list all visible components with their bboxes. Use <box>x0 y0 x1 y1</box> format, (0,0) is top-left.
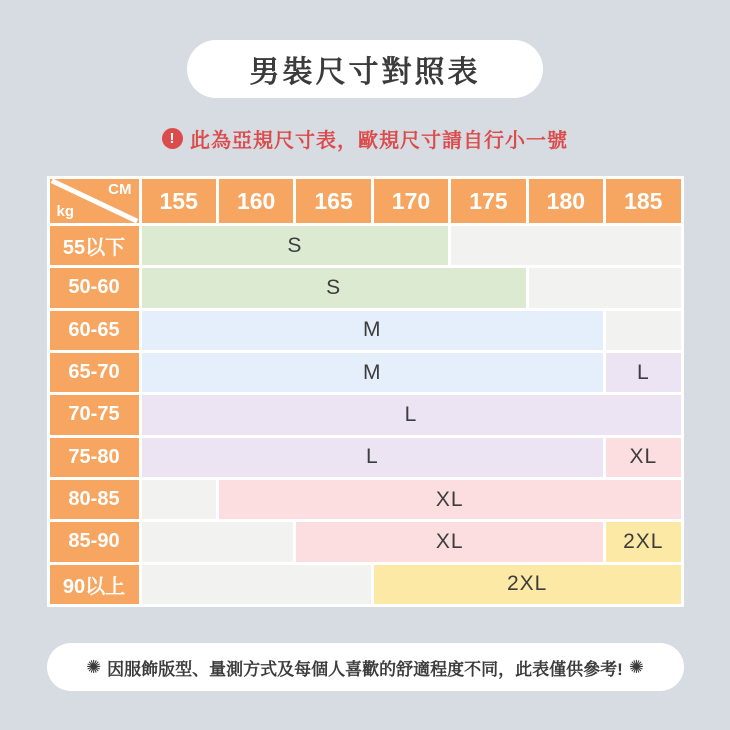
size-segment-L: L <box>142 438 604 477</box>
column-header-160: 160 <box>219 179 293 223</box>
row-label-85-90: 85-90 <box>50 522 139 561</box>
empty-segment <box>142 522 294 561</box>
row-label-80-85: 80-85 <box>50 480 139 519</box>
row-label-50-60: 50-60 <box>50 268 139 307</box>
empty-segment <box>606 311 680 350</box>
row-label-90以上: 90以上 <box>50 565 139 604</box>
row-label-70-75: 70-75 <box>50 395 139 434</box>
title-card <box>187 40 543 98</box>
page-title: 男裝尺寸對照表 <box>249 56 481 89</box>
size-segment-2XL: 2XL <box>374 565 681 604</box>
size-segment-XL: XL <box>296 522 603 561</box>
asia-size-notice <box>162 125 568 151</box>
empty-segment <box>529 268 681 307</box>
notice-text: 此為亞規尺寸表，歐規尺寸請自行小一號 <box>190 129 568 152</box>
row-label-55以下: 55以下 <box>50 226 139 265</box>
starburst-icon-right: ✺ <box>628 656 644 677</box>
row-label-75-80: 75-80 <box>50 438 139 477</box>
column-header-180: 180 <box>529 179 603 223</box>
alert-icon: ! <box>162 128 183 149</box>
size-segment-2XL: 2XL <box>606 522 680 561</box>
size-segment-XL: XL <box>219 480 681 519</box>
kg-axis-label: kg <box>56 203 75 220</box>
row-label-65-70: 65-70 <box>50 353 139 392</box>
column-header-155: 155 <box>142 179 216 223</box>
size-segment-M: M <box>142 311 604 350</box>
axis-corner-cell <box>50 179 139 223</box>
size-segment-M: M <box>142 353 604 392</box>
size-segment-S: S <box>142 226 449 265</box>
empty-segment <box>142 565 371 604</box>
column-header-170: 170 <box>374 179 448 223</box>
size-chart-table <box>47 176 684 607</box>
column-header-185: 185 <box>606 179 680 223</box>
column-header-175: 175 <box>451 179 525 223</box>
row-label-60-65: 60-65 <box>50 311 139 350</box>
disclaimer-card <box>47 643 684 691</box>
disclaimer-text: 因服飾版型、量測方式及每個人喜歡的舒適程度不同，此表僅供參考! <box>107 659 623 679</box>
starburst-icon-left: ✺ <box>86 656 102 677</box>
empty-segment <box>451 226 680 265</box>
size-segment-S: S <box>142 268 526 307</box>
cm-axis-label: CM <box>108 181 132 198</box>
size-segment-L: L <box>142 395 681 434</box>
column-header-165: 165 <box>296 179 370 223</box>
size-segment-L: L <box>606 353 680 392</box>
size-segment-XL: XL <box>606 438 680 477</box>
empty-segment <box>142 480 216 519</box>
